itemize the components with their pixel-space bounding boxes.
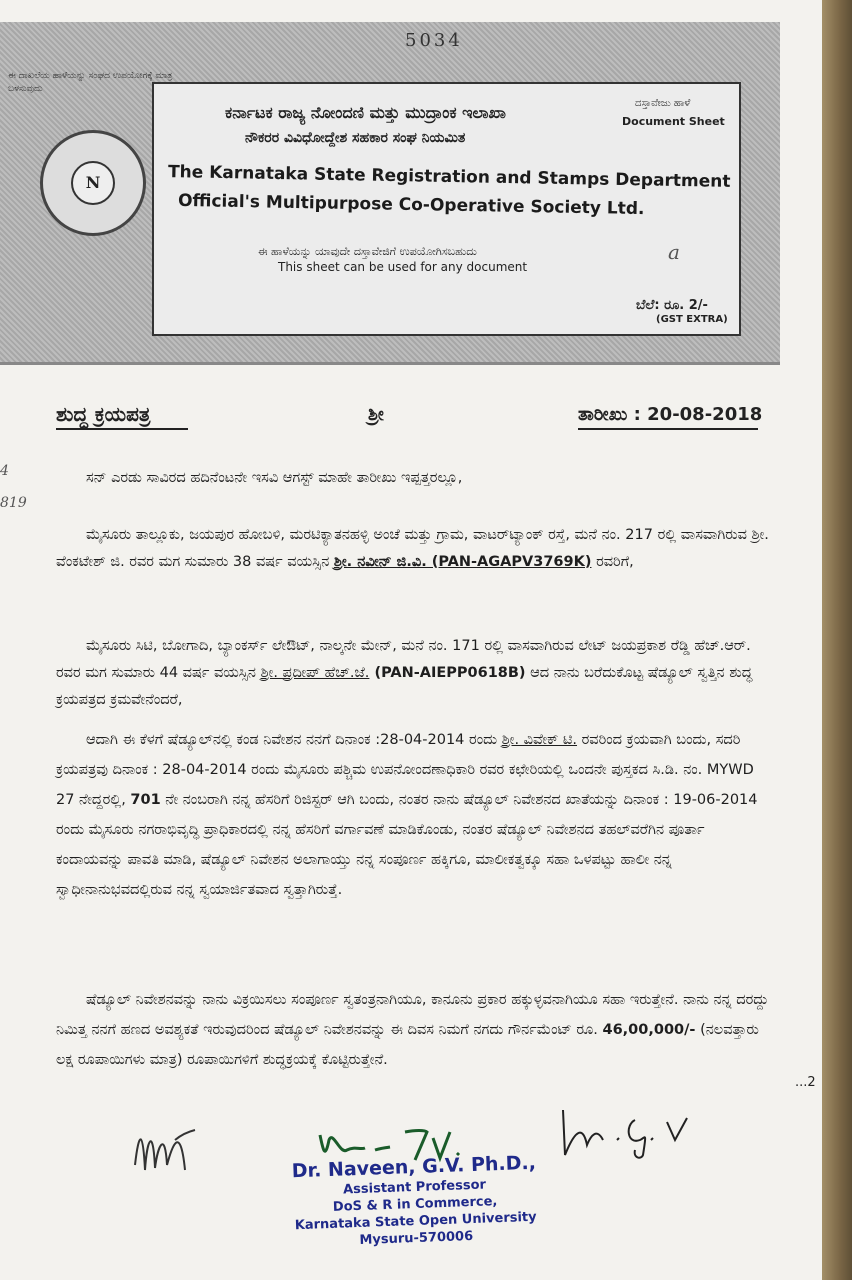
- header-notice: ಈ ದಾಖಲೆಯ ಹಾಳೆಯನ್ನು ಸಂಘದ ಉಪಯೋಗಕ್ಕೆ ಮಾತ್ರ ಬಳಸುವುದು: [8, 71, 173, 94]
- seller-pan: (PAN-AIEPP0618B): [369, 664, 526, 681]
- history-part-1: ಆದಾಗಿ ಈ ಕೆಳಗೆ ಷೆಡ್ಯೂಲ್‌ನಲ್ಲಿ ಕಂಡ ನಿವೇಶನ ನನಗೆ ದಿನಾಂಕ :28-04-2014 ರಂದು: [86, 731, 502, 748]
- seller-address: ಮೈಸೂರು ಸಿಟಿ, ಬೋಗಾದಿ, ಬ್ಯಾಂಕರ್ಸ್ ಲೇಔಟ್, ನಾಲ್ಕನೇ ಮೇನ್, ಮನೆ ನಂ. 171 ರಲ್ಲಿ ವಾಸವಾಗಿರುವ ಲೇಟ್ ಜಯಪ್ರಕಾಶ ರೆಡ್ಡಿ ಹೆಚ್.ಆರ್. ರವರ ಮಗ ಸುಮಾರು 44 ವರ್ಷ ವಯಸ್ಸಿನ: [56, 637, 751, 681]
- margin-note-2: 819: [0, 495, 27, 511]
- sale-amount: 46,00,000/-: [602, 1021, 696, 1038]
- deed-title: ಶುದ್ಧ ಕ್ರಯಪತ್ರ: [56, 402, 151, 426]
- margin-notes: [0, 455, 27, 519]
- stamp-city: Mysuru-570006: [359, 1228, 474, 1248]
- society-name-kannada: ನೌಕರರ ವಿವಿಧೋದ್ದೇಶ ಸಹಕಾರ ಸಂಘ ನಿಯಮಿತ: [245, 130, 466, 146]
- buyer-suffix: ರವರಿಗೆ,: [591, 553, 634, 570]
- history-part-2: ರವರಿಂದ ಕ್ರಯವಾಗಿ ಬಂದು, ಸದರಿ ಕ್ರಯಪತ್ರವು ದಿನಾಂಕ : 28-04-2014 ರಂದು ಮೈಸೂರು ಪಶ್ಚಿಮ ಉಪನೋಂದಣಾಧಿಕಾರಿ ರವರ ಕಛೇರಿಯಲ್ಲಿ ಒಂದನೇ ಪುಸ್ತಕದ ಸಿ.ಡಿ. ನಂ. MYWD 27 ನೇದ್ದರಲ್ಲಿ,: [56, 731, 754, 808]
- society-emblem: [40, 130, 146, 236]
- deed-date: ತಾರೀಖು : 20-08-2018: [578, 404, 763, 425]
- paragraph-sale-consideration: [56, 985, 776, 1075]
- title-underline: [56, 428, 188, 430]
- page-continuation: ...2: [795, 1075, 816, 1090]
- desk-edge: [822, 0, 852, 1280]
- professor-stamp: [283, 1150, 546, 1251]
- seller-name: ಶ್ರೀ. ಪ್ರದೀಪ್ ಹೆಚ್.ಜೆ.: [260, 664, 370, 681]
- history-part-3: ನೇ ನಂಬರಾಗಿ ನನ್ನ ಹೆಸರಿಗೆ ರಿಜಿಸ್ಟರ್ ಆಗಿ ಬಂದು, ನಂತರ ನಾನು ಷೆಡ್ಯೂಲ್ ನಿವೇಶನದ ಖಾತೆಯನ್ನು ದಿನಾಂಕ : 19-06-2014 ರಂದು ಮೈಸೂರು ನಗರಾಭಿವೃದ್ಧಿ ಪ್ರಾಧಿಕಾರದಲ್ಲಿ ನನ್ನ ಹೆಸರಿಗೆ ವರ್ಗಾವಣೆ ಮಾಡಿಕೊಂಡು, ನಂತರ ಷೆಡ್ಯೂಲ್ ನಿವೇಶನದ ತಹಲ್‌ವರೆಗಿನ ಪೂರ್ತಾ ಕಂದಾಯವನ್ನು ಪಾವತಿ ಮಾಡಿ, ಷೆಡ್ಯೂಲ್ ನಿವೇಶನ ಅಲಾಗಾಯ್ತು ನನ್ನ ಸಂಪೂರ್ಣ ಹಕ್ಕಿಗೂ, ಮಾಲೀಕತ್ವಕ್ಕೂ ಸಹಾ ಒಳಪಟ್ಟು ಹಾಲೀ ನನ್ನ ಸ್ವಾಧೀನಾನುಭವದಲ್ಲಿರುವ ನನ್ನ ಸ್ವಯಾರ್ಜಿತವಾದ ಸ್ವತ್ತಾಗಿರುತ್ತೆ.: [56, 791, 758, 898]
- gst-note: (GST EXTRA): [656, 314, 728, 325]
- society-name-english: Official's Multipurpose Co-Operative Society Ltd.: [177, 190, 645, 220]
- shree-invocation: ಶ್ರೀ: [368, 404, 384, 425]
- paragraph-title-history: [56, 725, 776, 905]
- department-name-kannada: ಕರ್ನಾಟಕ ರಾಜ್ಯ ನೋಂದಣಿ ಮತ್ತು ಮುದ್ರಾಂಕ ಇಲಾಖಾ: [225, 103, 506, 122]
- seller-signature-right: [555, 1100, 715, 1160]
- registration-number: 701: [130, 791, 161, 808]
- stamp-department: DoS & R in Commerce,: [332, 1194, 498, 1215]
- handwritten-mark: a: [668, 240, 680, 264]
- paragraph-buyer: [56, 522, 776, 576]
- usage-note-kannada: ಈ ಹಾಳೆಯನ್ನು ಯಾವುದೇ ದಸ್ತಾವೇಜಿಗೆ ಉಪಯೋಗಿಸಬಹುದು: [258, 245, 477, 258]
- document-number: 5034: [405, 30, 463, 51]
- previous-owner: ಶ್ರೀ. ವಿವೇಕ್ ಟಿ.: [501, 731, 578, 748]
- document-sheet-label: Document Sheet: [622, 115, 725, 128]
- stamp-designation: Assistant Professor: [342, 1177, 487, 1198]
- stamp-university: Karnataka State Open University: [294, 1209, 537, 1234]
- witness-signature: [125, 1110, 205, 1185]
- margin-note-1: 4: [0, 463, 9, 479]
- sale-part-1: ಷೆಡ್ಯೂಲ್ ನಿವೇಶನವನ್ನು ನಾನು ವಿಕ್ರಯಿಸಲು ಸಂಪೂರ್ಣ ಸ್ವತಂತ್ರನಾಗಿಯೂ, ಕಾನೂನು ಪ್ರಕಾರ ಹಕ್ಕುಳ್ಳವನಾಗಿಯೂ ಸಹಾ ಇರುತ್ತೇನೆ. ನಾನು ನನ್ನ ದರದ್ದು ನಿಮಿತ್ತ ನನಗೆ ಹಣದ ಅವಶ್ಯಕತೆ ಇರುವುದರಿಂದ ಷೆಡ್ಯೂಲ್ ನಿವೇಶನವನ್ನು ಈ ದಿವಸ ನಿಮಗೆ ನಗದು ಗೌರ್ನಮೆಂಟ್ ರೂ.: [56, 991, 769, 1038]
- sheet-price: ಬೆಲೆ: ರೂ. 2/-: [636, 298, 708, 313]
- paragraph-seller: [56, 633, 776, 714]
- stamp-name: Dr. Naveen, G.V. Ph.D.,: [291, 1151, 537, 1183]
- emblem-letter: N: [71, 161, 115, 205]
- document-sheet-label-kannada: ದಸ್ತಾವೇಜು ಹಾಳೆ: [635, 98, 691, 109]
- sale-part-2: (ನಲವತ್ತಾರು ಲಕ್ಷ ರೂಪಾಯಿಗಳು ಮಾತ್ರ) ರೂಪಾಯಿಗಳಿಗೆ ಶುದ್ಧಕ್ರಯಕ್ಕೆ ಕೊಟ್ಟಿರುತ್ತೇನೆ.: [56, 1021, 759, 1068]
- usage-note: This sheet can be used for any document: [278, 260, 528, 274]
- paragraph-date: ಸನ್ ಎರಡು ಸಾವಿರದ ಹದಿನೆಂಟನೇ ಇಸವಿ ಆಗಸ್ಟ್ ಮಾಹೇ ತಾರೀಖು ಇಪ್ಪತ್ತರಲ್ಲೂ,: [86, 469, 463, 486]
- date-underline: [578, 428, 758, 430]
- department-name-english: The Karnataka State Registration and Stamps Department: [167, 162, 731, 192]
- buyer-name: ಶ್ರೀ. ನವೀನ್ ಜಿ.ವಿ. (PAN-AGAPV3769K): [333, 553, 592, 570]
- buyer-address: ಮೈಸೂರು ತಾಲ್ಲೂಕು, ಜಯಪುರ ಹೋಬಳಿ, ಮರಟಿಕ್ಯಾತನಹಳ್ಳಿ ಅಂಚೆ ಮತ್ತು ಗ್ರಾಮ, ವಾಟರ್‌ಟ್ಯಾಂಕ್ ರಸ್ತೆ, ಮನೆ ನಂ. 217 ರಲ್ಲಿ ವಾಸವಾಗಿರುವ ಶ್ರೀ. ವೆಂಕಟೇಶ್ ಜಿ. ರವರ ಮಗ ಸುಮಾರು 38 ವರ್ಷ ವಯಸ್ಸಿನ: [56, 526, 769, 570]
- seller-suffix: ಆದ ನಾನು ಬರೆದುಕೊಟ್ಟ ಷೆಡ್ಯೂಲ್ ಸ್ವತ್ತಿನ ಶುದ್ಧ ಕ್ರಯಪತ್ರದ ಕ್ರಮವೇನೆಂದರೆ,: [56, 664, 753, 708]
